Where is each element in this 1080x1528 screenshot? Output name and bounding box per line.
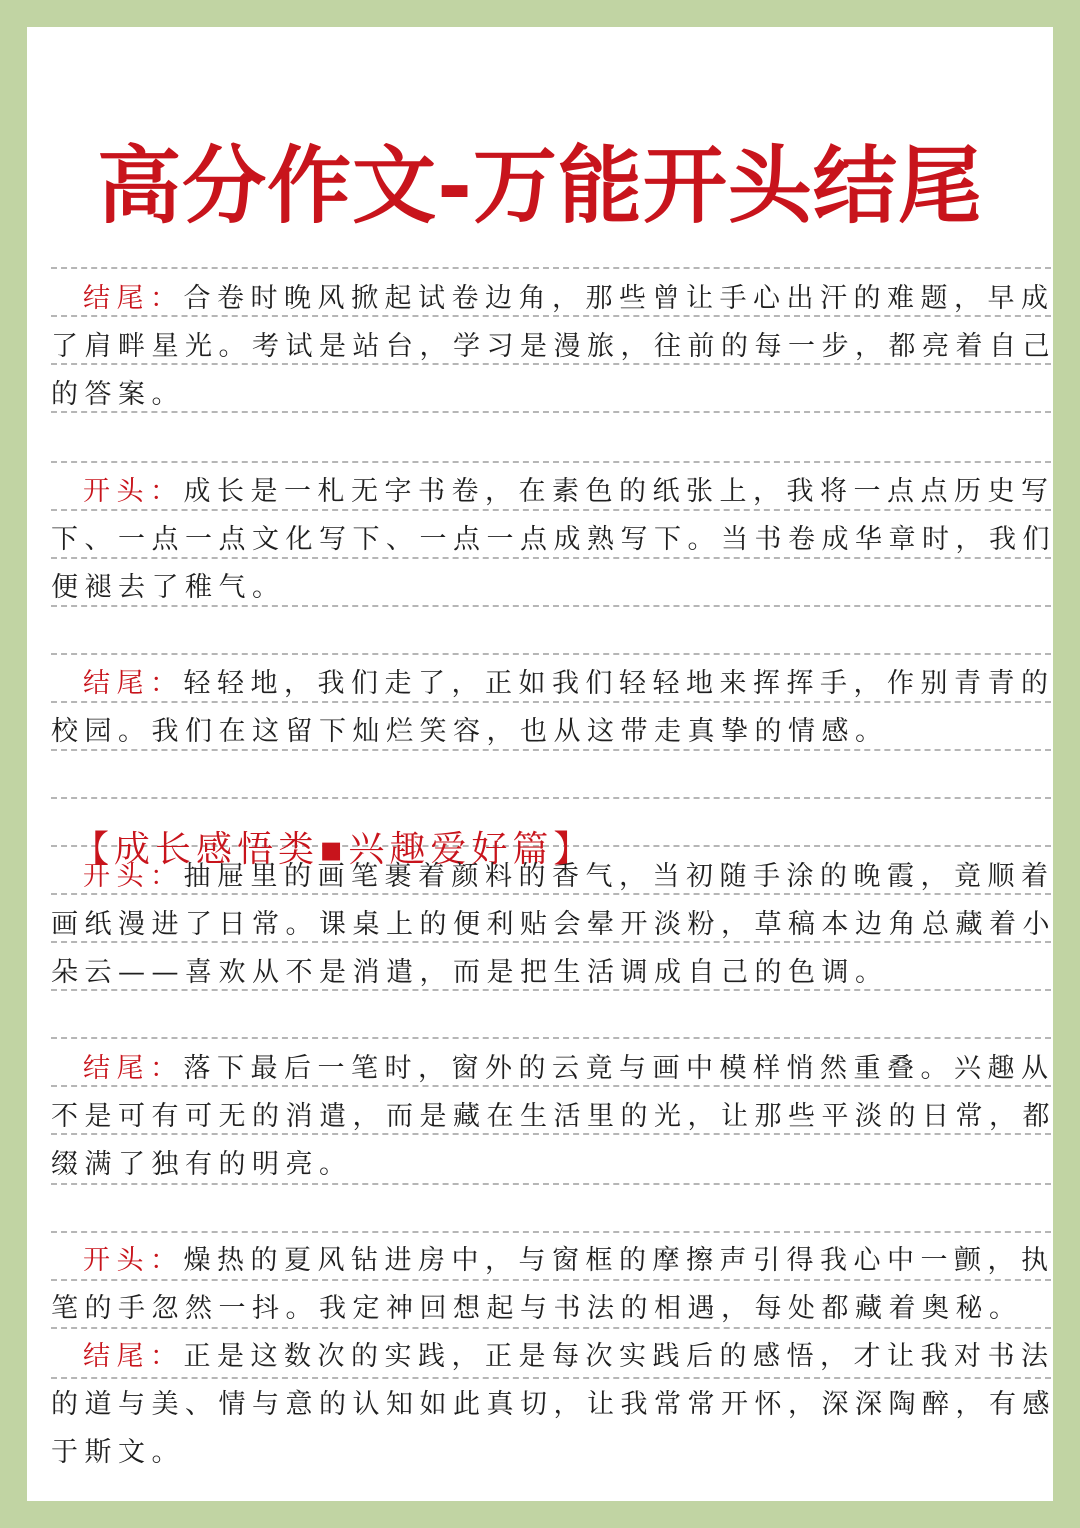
text-line: 于斯文。 [51,1437,185,1468]
text-line: 了肩畔星光。考试是站台，学习是漫旅，往前的每一步，都亮着自己 [51,331,1056,362]
text-line: 便褪去了稚气。 [51,572,286,603]
text-line: 画纸漫进了日常。课桌上的便利贴会晕开淡粉，草稿本边角总藏着小 [51,909,1056,940]
label-ending: 结尾： [83,1341,184,1372]
text-line: 开头：燥热的夏风钻进房中，与窗框的摩擦声引得我心中一颤，执 [83,1245,1055,1276]
text-line: 缀满了独有的明亮。 [51,1149,353,1180]
label-ending: 结尾： [83,1053,184,1084]
label-ending: 结尾： [83,668,184,699]
ruled-line [51,1231,1051,1233]
text-line: 朵云——喜欢从不是消遣，而是把生活调成自己的色调。 [51,957,889,988]
text-line: 结尾：轻轻地，我们走了，正如我们轻轻地来挥挥手，作别青青的 [83,668,1055,699]
text-line: 的道与美、情与意的认知如此真切，让我常常开怀，深深陶醉，有感 [51,1389,1056,1420]
ruled-line [51,653,1051,655]
text-line: 结尾：正是这数次的实践，正是每次实践后的感悟，才让我对书法 [83,1341,1055,1372]
ruled-line [51,267,1051,269]
text-line: 笔的手忽然一抖。我定神回想起与书法的相遇，每处都藏着奥秘。 [51,1293,1023,1324]
label-opening: 开头： [83,1245,184,1276]
ruled-line [51,461,1051,463]
ruled-line [51,1037,1051,1039]
label-opening: 开头： [83,861,184,892]
paper-sheet [27,27,1056,1501]
label-opening: 开头： [83,476,184,507]
page-title: 高分作文-万能开头结尾 [97,137,983,235]
ruled-line [51,797,1051,799]
label-ending: 结尾： [83,283,184,314]
text-line: 不是可有可无的消遣，而是藏在生活里的光，让那些平淡的日常，都 [51,1101,1056,1132]
text-line: 结尾：合卷时晚风掀起试卷边角，那些曾让手心出汗的难题，早成 [83,283,1055,314]
text-line: 开头：抽屉里的画笔裹着颜料的香气，当初随手涂的晚霞，竟顺着 [83,861,1055,892]
text-line: 开头：成长是一札无字书卷，在素色的纸张上，我将一点点历史写 [83,476,1055,507]
text-line: 下、一点一点文化写下、一点一点成熟写下。当书卷成华章时，我们 [51,524,1056,555]
text-line: 的答案。 [51,379,185,410]
text-line: 结尾：落下最后一笔时，窗外的云竟与画中模样悄然重叠。兴趣从 [83,1053,1055,1084]
section-heading: 【成长感悟类▪兴趣爱好篇】 [73,829,595,870]
text-line: 校园。我们在这留下灿烂笑容，也从这带走真挚的情感。 [51,716,889,747]
